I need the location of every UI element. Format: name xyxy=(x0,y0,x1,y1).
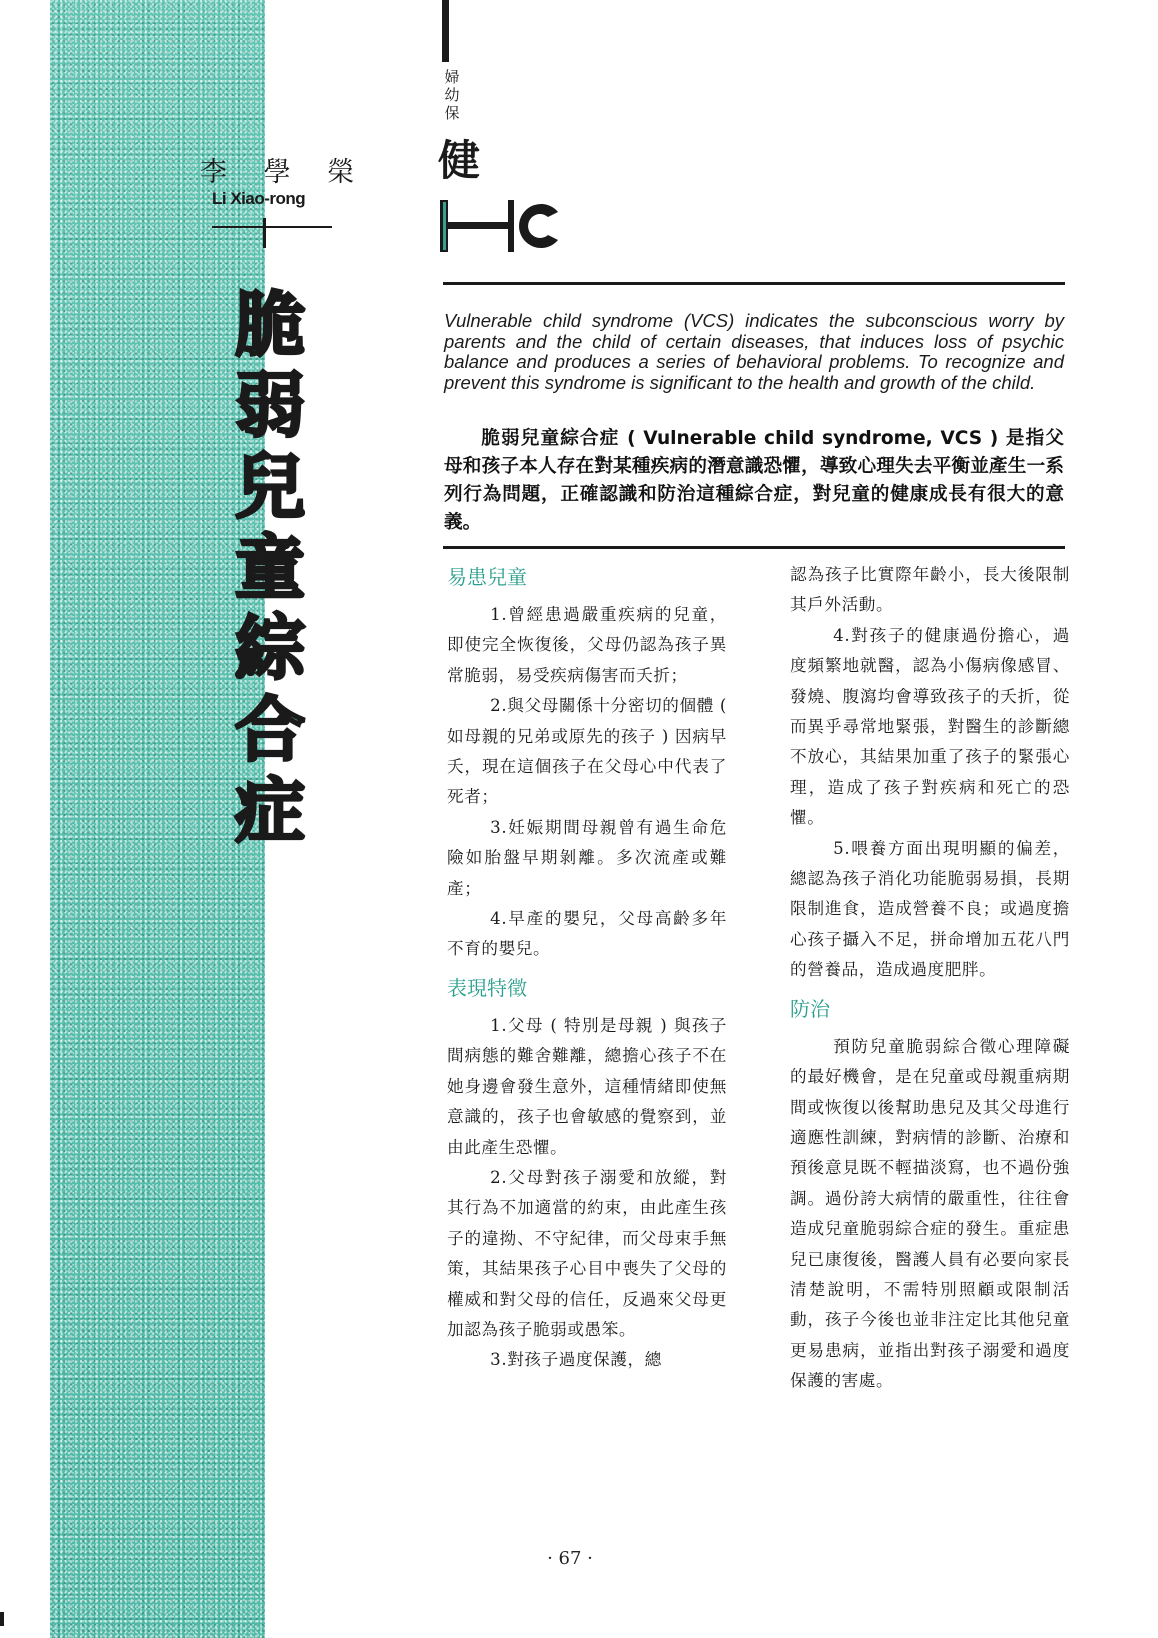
scan-edge-mark xyxy=(0,1612,4,1626)
title-char: 兒 xyxy=(235,446,305,528)
column-label-char: 婦 xyxy=(444,68,460,86)
section-heading-prevention: 防治 xyxy=(790,996,830,1021)
author-name-chinese: 李 學 榮 xyxy=(200,157,369,188)
paragraph: 4.對孩子的健康過份擔心，過度頻繁地就醫，認為小傷病像感冒、發燒、腹瀉均會導致孩子的夭折，從而異乎尋常地緊張，對醫生的診斷總不放心，其結果加重了孩子的緊張心理，造成了孩子對疾病和死亡的恐懼。 xyxy=(790,625,1070,828)
title-char: 合 xyxy=(235,689,305,771)
page-number: · 67 · xyxy=(547,1548,593,1569)
paragraph-continuation: 認為孩子比實際年齡小，長大後限制其戶外活動。 xyxy=(790,565,1070,615)
paragraph: 2.父母對孩子溺愛和放縱，對其行為不加適當的約束，由此產生孩子的違拗、不守紀律，而父母束手無策，其結果孩子心目中喪失了父母的權威和對父母的信任，反過來父母更加認為孩子脆弱或愚笨。 xyxy=(447,1167,727,1339)
column-label xyxy=(441,68,463,122)
body-right-column xyxy=(790,560,1070,1397)
paragraph: 1.父母 ( 特別是母親 ) 與孩子間病態的難舍難離，總擔心孩子不在她身邊會發生意外，這種情緒即使無意識的，孩子也會敏感的覺察到，並由此產生恐懼。 xyxy=(447,1015,727,1157)
column-header-bar xyxy=(442,0,449,62)
title-char: 綜 xyxy=(235,608,305,690)
paragraph: 1.曾經患過嚴重疾病的兒童，即使完全恢復後，父母仍認為孩子異常脆弱，易受疾病傷害而夭折； xyxy=(447,605,727,685)
abstract-english: Vulnerable child syndrome (VCS) indicates the subconscious worry by parents and the child of certain diseases, that induces loss of psychic balance and produces a series of behavioral problems. To recognize and prevent this syndrome is significant to the health and growth of the child. xyxy=(444,310,1064,393)
paragraph: 4.早產的嬰兒，父母高齡多年不育的嬰兒。 xyxy=(447,909,727,959)
paragraph: 3.妊娠期間母親曾有過生命危險如胎盤早期剝離。多次流產或難產； xyxy=(447,817,727,898)
article-title-vertical xyxy=(230,285,310,852)
paragraph: 2.與父母關係十分密切的個體 ( 如母親的兄弟或原先的孩子 ) 因病早夭，現在這個孩子在父母心中代表了死者； xyxy=(447,696,727,807)
title-char: 弱 xyxy=(235,365,305,447)
paragraph: 5.喂養方面出現明顯的偏差，總認為孩子消化功能脆弱易損，長期限制進食，造成營養不良；或過度擔心孩子攝入不足，拼命增加五花八門的營養品，造成過度肥胖。 xyxy=(790,838,1070,980)
column-label-char: 保 xyxy=(444,104,460,122)
paragraph: 預防兒童脆弱綜合徵心理障礙的最好機會，是在兒童或母親重病期間或恢復以後幫助患兒及其父母進行適應性訓練，對病情的診斷、治療和預後意見既不輕描淡寫，也不過份強調。過份誇大病情的嚴重性，往往會造成兒童脆弱綜合症的發生。重症患兒已康復後，醫護人員有必要向家長清楚說明，不需特別照顧或限制活動，孩子今後也並非注定比其他兒童更易患病，並指出對孩子溺愛和過度保護的害處。 xyxy=(790,1036,1070,1391)
hc-logo-icon xyxy=(440,200,560,260)
column-label-char: 幼 xyxy=(444,86,460,104)
abstract-top-rule xyxy=(443,282,1065,285)
author-name-english: Li Xiao-rong xyxy=(212,189,306,208)
column-big-char: 健 xyxy=(438,136,481,185)
paragraph: 3.對孩子過度保護，總 xyxy=(490,1350,662,1370)
author-underline xyxy=(212,226,332,228)
section-heading-susceptible-children: 易患兒童 xyxy=(447,565,527,589)
section-heading-features: 表現特徵 xyxy=(447,975,527,1000)
abstract-chinese: 脆弱兒童綜合症 ( Vulnerable child syndrome, VCS ) 是指父母和孩子本人存在對某種疾病的潛意識恐懼，導致心理失去平衡並產生一系列行為問題，正確認識和防治這種綜合症，對兒童的健康成長有很大的意義。 xyxy=(444,428,1064,533)
body-left-column xyxy=(447,560,727,1376)
author-tick-mark xyxy=(263,218,266,248)
title-char: 症 xyxy=(235,770,305,852)
title-char: 脆 xyxy=(235,284,305,366)
title-char: 童 xyxy=(235,527,305,609)
body-top-rule xyxy=(443,546,1065,549)
